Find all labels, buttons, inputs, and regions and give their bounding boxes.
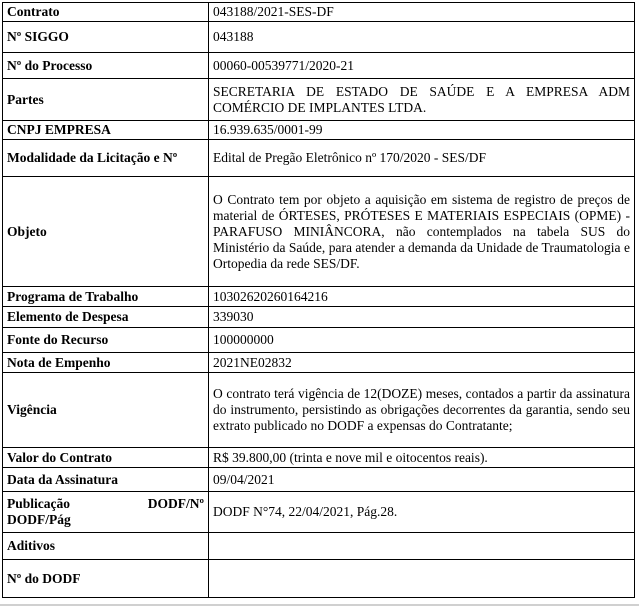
row-label: Data da Assinatura	[3, 468, 209, 492]
row-label: Nota de Empenho	[3, 353, 209, 373]
row-value: R$ 39.800,00 (trinta e nove mil e oitocentos reais).	[209, 448, 635, 468]
table-row	[3, 121, 635, 140]
row-label: Elemento de Despesa	[3, 307, 209, 328]
table-row	[3, 53, 635, 79]
row-label: Contrato	[3, 3, 209, 22]
row-value: 043188	[209, 22, 635, 53]
row-label: Nº do DODF	[3, 560, 209, 598]
table-row	[3, 448, 635, 468]
row-value: 10302620260164216	[209, 287, 635, 307]
table-row	[3, 492, 635, 533]
label-dodf-pagina: DODF/Pág	[7, 512, 71, 527]
row-value: 100000000	[209, 328, 635, 353]
row-value	[209, 533, 635, 560]
row-label: Objeto	[3, 177, 209, 287]
row-label-publicacao	[3, 492, 209, 533]
row-value: 09/04/2021	[209, 468, 635, 492]
row-value: DODF N°74, 22/04/2021, Pág.28.	[209, 492, 635, 533]
row-label: Programa de Trabalho	[3, 287, 209, 307]
row-label: Modalidade da Licitação e Nº	[3, 140, 209, 177]
row-value: 16.939.635/0001-99	[209, 121, 635, 140]
row-label: Nº SIGGO	[3, 22, 209, 53]
row-value	[209, 560, 635, 598]
contract-summary-table	[2, 2, 635, 598]
row-value: 339030	[209, 307, 635, 328]
row-label: Partes	[3, 79, 209, 121]
row-label: Aditivos	[3, 533, 209, 560]
row-value: 043188/2021-SES-DF	[209, 3, 635, 22]
table-row	[3, 468, 635, 492]
row-label: Valor do Contrato	[3, 448, 209, 468]
row-label: Nº do Processo	[3, 53, 209, 79]
row-value: SECRETARIA DE ESTADO DE SAÚDE E A EMPRESA ADM COMÉRCIO DE IMPLANTES LTDA.	[209, 79, 635, 121]
table-row	[3, 177, 635, 287]
table-row	[3, 3, 635, 22]
table-row	[3, 560, 635, 598]
row-value: O contrato terá vigência de 12(DOZE) meses, contados a partir da assinatura do instrumento, persistindo as obrigações decorrentes da garantia, sendo seu extrato publicado no DODF a expensas do Contratante;	[209, 373, 635, 448]
label-publicacao: Publicação	[7, 496, 70, 511]
row-value: O Contrato tem por objeto a aquisição em sistema de registro de preços de material de ÓRTESES, PRÓTESES E MATERIAIS ESPECIAIS (OPME) - PARAFUSO MINIÂNCORA, não contemplados na tabela SUS do Ministério da Saúde, para atender a demanda da Unidade de Traumatologia e Ortopedia da rede SES/DF.	[209, 177, 635, 287]
table-row	[3, 328, 635, 353]
table-row	[3, 533, 635, 560]
row-label: Fonte do Recurso	[3, 328, 209, 353]
table-row	[3, 79, 635, 121]
table-row	[3, 140, 635, 177]
row-label: CNPJ EMPRESA	[3, 121, 209, 140]
table-row	[3, 373, 635, 448]
row-value: 2021NE02832	[209, 353, 635, 373]
label-dodf-numero: DODF/Nº	[147, 496, 204, 511]
row-value: 00060-00539771/2020-21	[209, 53, 635, 79]
row-label: Vigência	[3, 373, 209, 448]
table-row	[3, 353, 635, 373]
table-row	[3, 307, 635, 328]
row-value: Edital de Pregão Eletrônico nº 170/2020 - SES/DF	[209, 140, 635, 177]
table-row	[3, 287, 635, 307]
table-row	[3, 22, 635, 53]
